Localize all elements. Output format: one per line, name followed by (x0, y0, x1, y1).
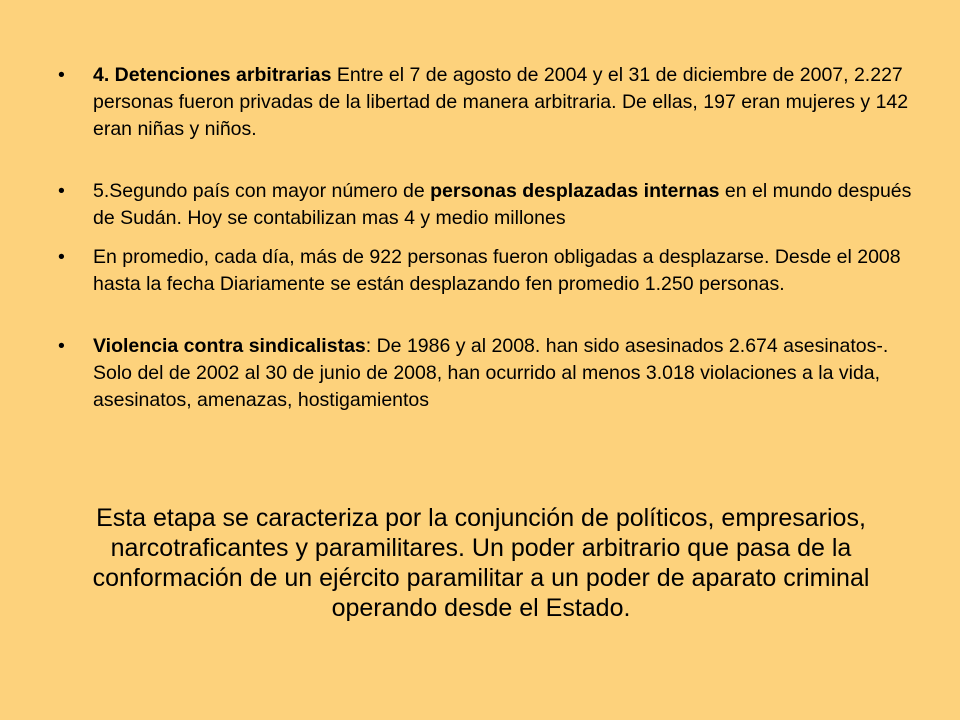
summary-paragraph: Esta etapa se caracteriza por la conjunción de políticos, empresarios, narcotraficantes y paramilitares. Un poder arbitrario que pasa de la conformación de un ejército paramilitar a un poder de aparato criminal operando desde el Estado. (92, 504, 870, 622)
bullet-violence-unionists (58, 333, 918, 414)
bullet-list (58, 62, 918, 414)
bullet-emphasis: personas desplazadas internas (430, 180, 720, 202)
bullet-text-before: 5.Segundo país con mayor número de (93, 180, 431, 202)
bullet-text-after: en el mundo después de Sudán. Hoy se contabilizan mas 4 y medio millones (93, 180, 912, 229)
bullet-heading: Violencia contra sindicalistas (93, 335, 366, 357)
bullet-heading: 4. Detenciones arbitrarias (93, 64, 332, 86)
bullet-displaced-persons (58, 178, 918, 232)
bullet-daily-displacement (58, 244, 918, 298)
bullet-arbitrary-detentions (58, 62, 918, 143)
bullet-text: Entre el 7 de agosto de 2004 y el 31 de diciembre de 2007, 2.227 personas fueron privadas de la libertad de manera arbitraria. De ellas, 197 eran mujeres y 142 eran niñas y niños. (93, 64, 909, 140)
bullet-text: En promedio, cada día, más de 922 personas fueron obligadas a desplazarse. Desde el 2008 hasta la fecha Diariamente se están desplazando fen promedio 1.250 personas. (93, 246, 901, 295)
bullet-text: : De 1986 y al 2008. han sido asesinados 2.674 asesinatos-. Solo del de 2002 al 30 de junio de 2008, han ocurrido al menos 3.018 violaciones a la vida, asesinatos, amenazas, hostigamientos (93, 335, 889, 411)
